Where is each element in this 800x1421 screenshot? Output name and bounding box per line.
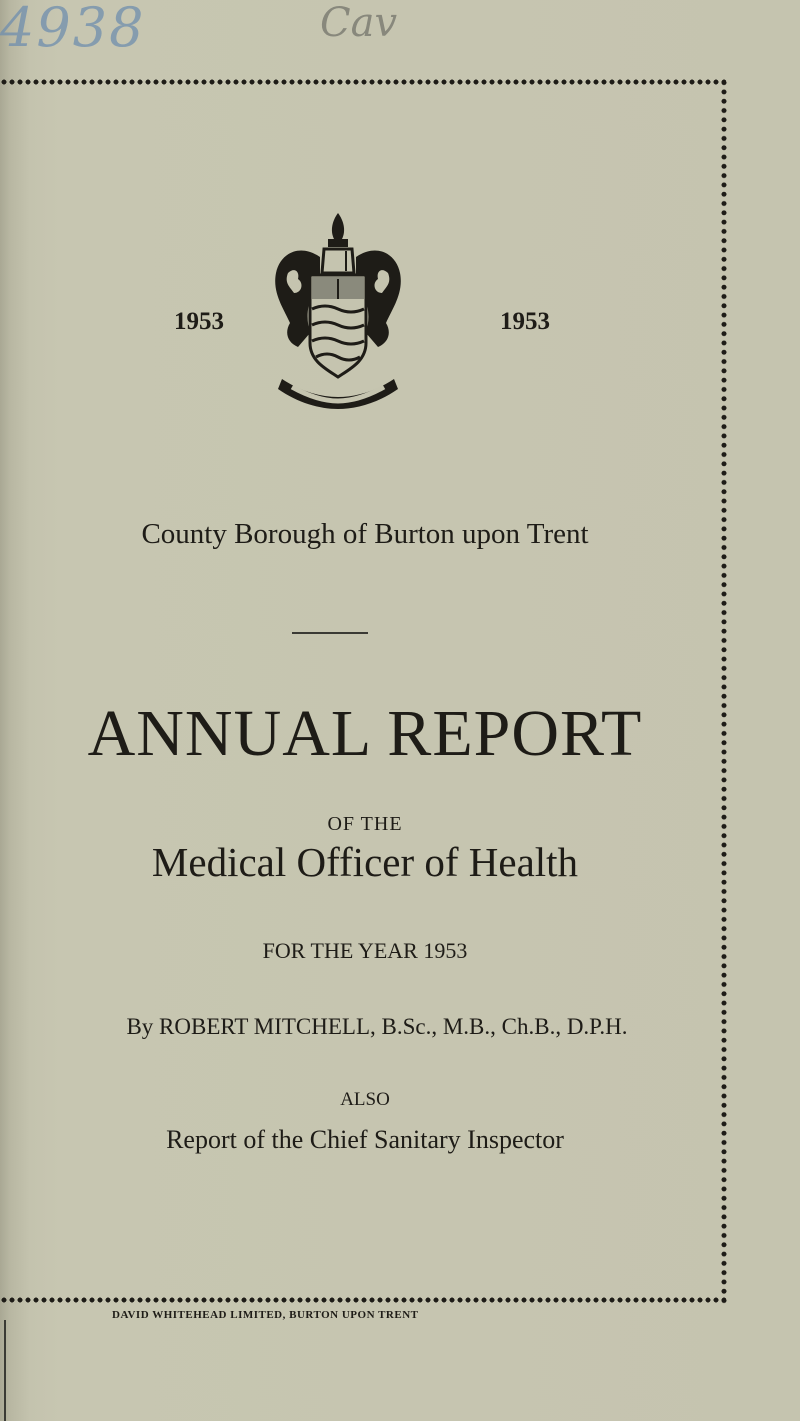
coat-of-arms-icon [270, 213, 406, 413]
handwritten-note: Cav [320, 0, 398, 46]
dotted-border-bottom [0, 1296, 726, 1304]
secondary-report-title: Report of the Chief Sanitary Inspector [166, 1125, 564, 1154]
divider-rule [292, 632, 368, 634]
report-title: ANNUAL REPORT [87, 697, 643, 770]
author-line: By ROBERT MITCHELL, B.Sc., M.B., Ch.B., D.P.H. [126, 1014, 628, 1039]
handwritten-catalog-number: 4938 [0, 0, 146, 59]
dotted-border-right [720, 78, 728, 1304]
printer-imprint: DAVID WHITEHEAD LIMITED, BURTON UPON TRENT [112, 1309, 419, 1321]
of-the-label: OF THE [327, 813, 403, 835]
officer-title: Medical Officer of Health [151, 839, 579, 885]
also-label: ALSO [340, 1089, 390, 1110]
borough-name: County Borough of Burton upon Trent [141, 518, 589, 550]
report-year: FOR THE YEAR 1953 [262, 938, 468, 963]
header-year-right: 1953 [500, 308, 550, 335]
spine-edge [4, 1320, 6, 1421]
header-year-left: 1953 [174, 308, 224, 335]
dotted-border-top [0, 78, 726, 86]
